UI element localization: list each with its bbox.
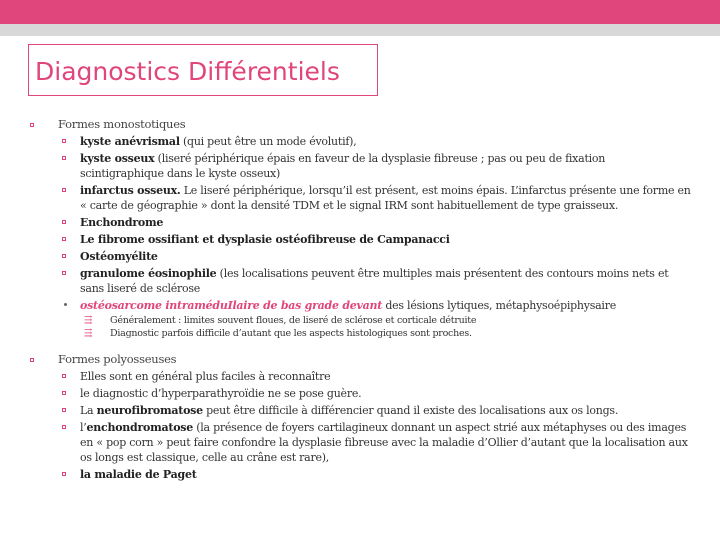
item-text: des lésions lytiques, métaphysoépiphysaire (382, 299, 616, 312)
item-prefix: La (80, 404, 97, 417)
square-bullet-icon (62, 188, 66, 192)
list-item (58, 215, 692, 230)
square-bullet-icon (62, 425, 66, 429)
square-bullet-icon (62, 271, 66, 275)
section-list (22, 117, 692, 482)
item-term: ostéosarcome intraméduIlaire de bas grade devant (80, 299, 383, 312)
item-term: infarctus osseux. (80, 184, 181, 197)
list-item (58, 369, 692, 384)
item-term: Le fibrome ossifiant et dysplasie ostéofibreuse de Campanacci (80, 233, 450, 246)
item-term: granulome éosinophile (80, 267, 217, 280)
square-bullet-icon (62, 139, 66, 143)
subnote-text: Diagnostic parfois difficile d’autant que les aspects histologiques sont proches. (110, 328, 472, 339)
item-text: (qui peut être un mode évolutif), (179, 135, 357, 148)
slide-title: Diagnostics Différentiels (35, 57, 340, 86)
list-item (58, 232, 692, 247)
item-text: (la présence de foyers cartilagineux donnant un aspect strié aux métaphyses ou des images en « pop corn » peut faire confondre la dysplasie fibreuse avec la maladie d’Ollier d’autant que la localisation aux os longs est classique, celle au crâne est rare), (80, 421, 688, 464)
square-bullet-icon (62, 472, 66, 476)
arrow-bullet-icon: ⇶ (84, 328, 93, 339)
list-item (58, 266, 692, 296)
list-item (58, 386, 692, 401)
monostotic-list (58, 134, 692, 340)
item-text: le diagnostic d’hyperparathyroïdie ne se pose guère. (80, 387, 362, 400)
square-bullet-icon (62, 156, 66, 160)
polyostotic-list (58, 369, 692, 482)
subnote-item (80, 314, 692, 327)
item-text: (les localisations peuvent être multiples mais présentent des contours moins nets et sans liseré de sclérose (80, 267, 669, 295)
arrow-bullet-icon: ⇶ (84, 315, 93, 326)
list-item (58, 403, 692, 418)
square-bullet-icon (30, 123, 34, 127)
square-bullet-icon (62, 374, 66, 378)
list-item (58, 467, 692, 482)
square-bullet-icon (62, 237, 66, 241)
list-item (58, 420, 692, 465)
list-item (58, 183, 692, 213)
square-bullet-icon (62, 254, 66, 258)
section-monostotic (22, 117, 692, 340)
item-term: Enchondrome (80, 216, 164, 229)
section-label: Formes polyosseuses (58, 352, 177, 366)
item-prefix: l’ (80, 421, 87, 434)
item-term: neurofibromatose (96, 404, 203, 417)
square-bullet-icon (62, 220, 66, 224)
item-text: Le liseré périphérique, lorsqu’il est présent, est moins épais. L’infarctus présente une forme en « carte de géographie » dont la densité TDM et le signal IRM sont habituellement de type graisseux. (80, 184, 691, 212)
square-bullet-icon (62, 391, 66, 395)
list-item (58, 134, 692, 149)
subnote-text: Généralement : limites souvent floues, de liseré de sclérose et corticale détruite (110, 315, 477, 326)
header-accent-bar (0, 0, 720, 24)
item-term: la maladie de Paget (80, 468, 197, 481)
subnote-item (80, 327, 692, 340)
dot-bullet-icon (64, 303, 67, 306)
item-term: Ostéomyélite (80, 250, 158, 263)
square-bullet-icon (62, 408, 66, 412)
item-term: enchondromatose (86, 421, 193, 434)
item-text: Elles sont en général plus faciles à reconnaître (80, 370, 331, 383)
item-text: (liseré périphérique épais en faveur de la dysplasie fibreuse ; pas ou peu de fixation scintigraphique dans le kyste osseux) (80, 152, 606, 180)
title-frame (28, 44, 378, 96)
square-bullet-icon (30, 358, 34, 362)
item-term: kyste osseux (80, 152, 155, 165)
list-item (58, 249, 692, 264)
item-term: kyste anévrismal (80, 135, 180, 148)
subnote-list (80, 314, 692, 340)
item-text: peut être difficile à différencier quand il existe des localisations aux os longs. (202, 404, 619, 417)
list-item (58, 151, 692, 181)
slide-content (22, 115, 692, 482)
section-label: Formes monostotiques (58, 117, 186, 131)
list-item (58, 298, 692, 340)
header-grey-bar (0, 24, 720, 36)
section-polyostotic (22, 352, 692, 482)
